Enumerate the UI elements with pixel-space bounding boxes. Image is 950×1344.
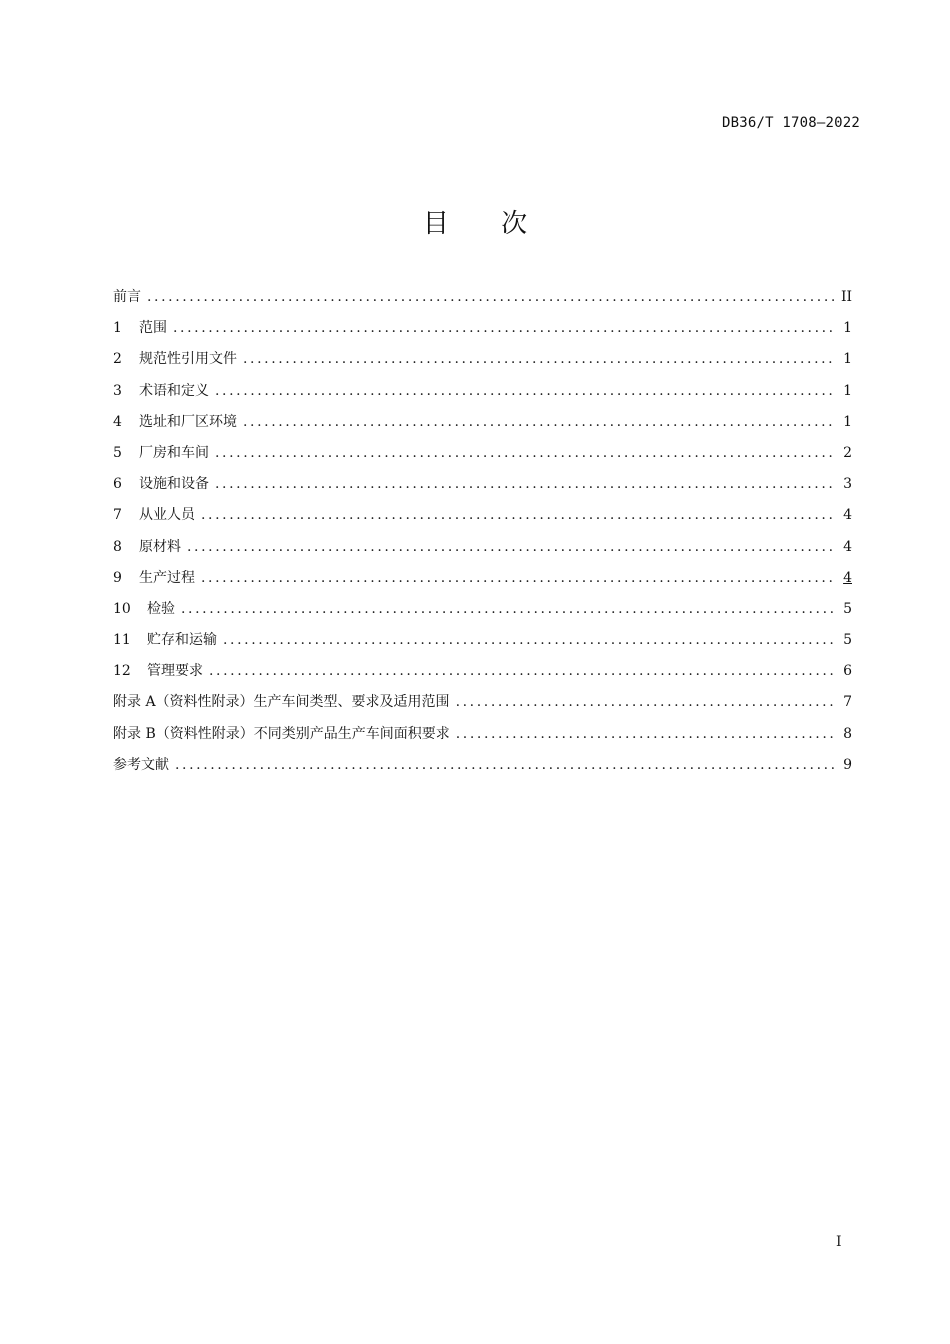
toc-entry-page: 4 [843,538,852,555]
toc-entry-number: 4 [113,413,122,430]
toc-entry-page: 1 [843,320,852,337]
dot-leader [181,594,834,625]
toc-entry-page: 6 [843,663,852,680]
toc-entry-page: 1 [843,413,852,430]
toc-entry-label: 附录 A（资料性附录）生产车间类型、要求及适用范围 [113,694,450,711]
toc-entry-label: 检验 [147,600,175,617]
toc-entry-number: 2 [113,351,122,368]
toc-entry-inspection[interactable] [113,594,852,625]
toc-entry-storage-transport[interactable] [113,625,852,656]
toc-entry-page: 1 [843,351,852,368]
toc-entry-label: 厂房和车间 [139,444,209,461]
dot-leader [173,313,834,344]
toc-entry-label: 前言 [113,289,141,305]
dot-leader [209,656,834,687]
toc-entry-page: 3 [843,476,852,493]
toc-entry-label: 规范性引用文件 [139,351,237,368]
toc-entry-facilities-equipment[interactable] [113,469,852,500]
toc-entry-terms-definitions[interactable] [113,376,852,407]
toc-entry-label: 从业人员 [139,507,195,524]
table-of-contents [113,282,852,781]
toc-title: 目 次 [422,209,550,239]
dot-leader [187,532,834,563]
toc-entry-page: II [840,289,852,305]
toc-entry-bibliography[interactable] [113,750,852,781]
dot-leader [215,438,834,469]
toc-entry-appendix-a[interactable] [113,687,852,718]
dot-leader [147,282,834,313]
dot-leader [175,750,834,781]
toc-entry-site-environment[interactable] [113,407,852,438]
toc-entry-number: 5 [113,444,122,461]
toc-entry-number: 10 [113,600,131,617]
toc-entry-number: 8 [113,538,122,555]
dot-leader [215,469,834,500]
toc-entry-label: 贮存和运输 [147,632,217,649]
dot-leader [201,500,834,531]
toc-entry-page: 5 [843,632,852,649]
toc-entry-number: 7 [113,507,122,524]
toc-entry-page: 2 [843,444,852,461]
toc-entry-label: 参考文献 [113,756,169,773]
dot-leader [456,687,834,718]
toc-entry-label: 选址和厂区环境 [139,413,237,430]
toc-entry-page-link[interactable]: 4 [843,569,852,586]
document-code: DB36/T 1708—2022 [721,115,860,131]
toc-entry-raw-materials[interactable] [113,532,852,563]
toc-entry-page: 1 [843,382,852,399]
toc-entry-management[interactable] [113,656,852,687]
toc-entry-page: 4 [843,507,852,524]
dot-leader [243,344,834,375]
toc-entry-label: 附录 B（资料性附录）不同类别产品生产车间面积要求 [113,725,450,742]
toc-entry-label: 术语和定义 [139,382,209,399]
dot-leader [223,625,834,656]
dot-leader [201,563,834,594]
toc-entry-label: 设施和设备 [139,476,209,493]
dot-leader [243,407,834,438]
footer-page-number: I [836,1234,842,1250]
toc-entry-appendix-b[interactable] [113,719,852,750]
dot-leader [456,719,834,750]
dot-leader [215,376,834,407]
toc-entry-label: 管理要求 [147,663,203,680]
toc-entry-number: 1 [113,320,122,337]
toc-entry-number: 11 [113,632,131,649]
toc-entry-label: 生产过程 [139,569,195,586]
toc-entry-foreword[interactable] [113,282,852,313]
toc-entry-number: 12 [113,663,131,680]
toc-entry-plant-workshop[interactable] [113,438,852,469]
toc-entry-number: 3 [113,382,122,399]
toc-entry-page: 7 [843,694,852,711]
toc-entry-number: 6 [113,476,122,493]
toc-entry-page: 5 [843,600,852,617]
toc-entry-page: 9 [843,756,852,773]
toc-entry-page: 8 [843,725,852,742]
toc-entry-personnel[interactable] [113,500,852,531]
toc-entry-number: 9 [113,569,122,586]
toc-entry-label: 原材料 [139,538,181,555]
toc-entry-normative-references[interactable] [113,344,852,375]
toc-entry-scope[interactable] [113,313,852,344]
toc-entry-production-process[interactable] [113,563,852,594]
toc-entry-label: 范围 [139,320,167,337]
